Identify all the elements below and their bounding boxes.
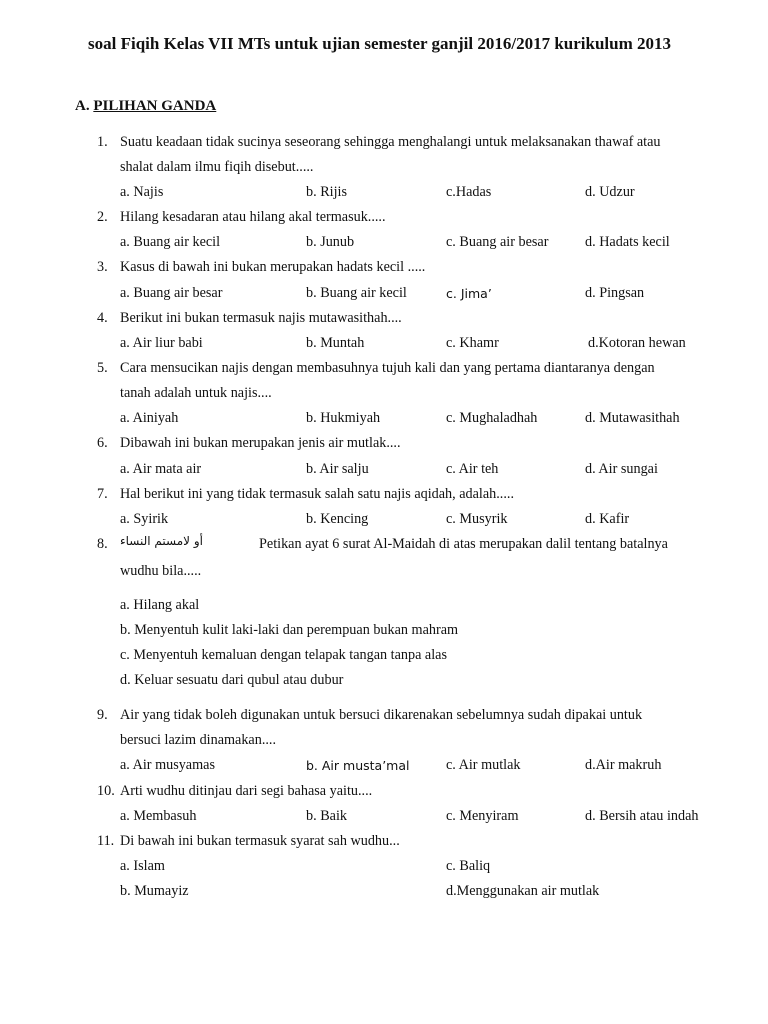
option-a: a. Hilang akal [120, 597, 200, 613]
option-c: c. Air mutlak [446, 757, 521, 773]
option-c: c. Buang air besar [446, 234, 549, 250]
option-b: b. Menyentuh kulit laki-laki dan perempuan bukan mahram [120, 622, 459, 638]
option-d: d. Pingsan [585, 285, 645, 301]
question-text: Air yang tidak boleh digunakan untuk bersuci dikarenakan sebelumnya sudah dipakai untuk [120, 707, 643, 723]
question-number: 9. [97, 707, 108, 723]
option-c: c.Hadas [446, 184, 492, 200]
option-b: b. Junub [306, 234, 355, 250]
question-text: shalat dalam ilmu fiqih disebut..... [120, 159, 314, 175]
option-c: c. Musyrik [446, 511, 508, 527]
option-d: d. Bersih atau indah [585, 808, 699, 824]
option-c: c. Air teh [446, 461, 499, 477]
option-a: a. Air liur babi [120, 335, 203, 351]
question-text: Hilang kesadaran atau hilang akal termasuk..... [120, 209, 386, 225]
question-text: Arti wudhu ditinjau dari segi bahasa yaitu.... [120, 783, 373, 799]
page-title: soal Fiqih Kelas VII MTs untuk ujian semester ganjil 2016/2017 kurikulum 2013 [88, 34, 671, 53]
option-b: b. Air musta’mal [306, 758, 410, 773]
section-letter: A. [75, 98, 90, 114]
option-c: c. Khamr [446, 335, 499, 351]
question-number: 3. [97, 259, 108, 275]
option-b: b. Kencing [306, 511, 369, 527]
option-a: a. Najis [120, 184, 164, 200]
option-c: c. Baliq [446, 858, 491, 874]
option-a: a. Ainiyah [120, 410, 179, 426]
option-a: a. Air mata air [120, 461, 202, 477]
option-d: d. Kafir [585, 511, 630, 527]
question-text: wudhu bila..... [120, 563, 202, 579]
question-text: Kasus di bawah ini bukan merupakan hadats kecil ..... [120, 259, 426, 275]
question-number: 10. [97, 783, 115, 799]
question-text: tanah adalah untuk najis.... [120, 385, 272, 401]
option-b: b. Rijis [306, 184, 347, 200]
option-a: a. Membasuh [120, 808, 197, 824]
option-d: d.Kotoran hewan [588, 335, 686, 351]
question-text: Di bawah ini bukan termasuk syarat sah wudhu... [120, 833, 400, 849]
option-d: d.Air makruh [585, 757, 662, 773]
question-text: Berikut ini bukan termasuk najis mutawasithah.... [120, 310, 402, 326]
option-d: d. Hadats kecil [585, 234, 670, 250]
question-number: 5. [97, 360, 108, 376]
arabic-verse: أو لامستم النساء [120, 534, 203, 548]
question-text: Suatu keadaan tidak sucinya seseorang sehingga menghalangi untuk melaksanakan thawaf atau [120, 134, 661, 150]
option-b: b. Mumayiz [120, 883, 189, 899]
question-number: 8. [97, 536, 108, 552]
option-c: c. Mughaladhah [446, 410, 538, 426]
option-d: d. Mutawasithah [585, 410, 680, 426]
question-number: 11. [97, 833, 115, 849]
option-d: d. Udzur [585, 184, 635, 200]
question-text: Dibawah ini bukan merupakan jenis air mutlak.... [120, 435, 401, 451]
option-d: d. Air sungai [585, 461, 658, 477]
question-number: 7. [97, 486, 108, 502]
question-text: Cara mensucikan najis dengan membasuhnya tujuh kali dan yang pertama diantaranya dengan [120, 360, 655, 376]
option-d: d.Menggunakan air mutlak [446, 883, 600, 899]
option-c: c. Menyentuh kemaluan dengan telapak tangan tanpa alas [120, 647, 447, 663]
option-a: a. Air musyamas [120, 757, 215, 773]
option-b: b. Muntah [306, 335, 365, 351]
option-c: c. Jima’ [446, 286, 492, 301]
option-b: b. Air salju [306, 461, 369, 477]
option-c: c. Menyiram [446, 808, 519, 824]
question-number: 1. [97, 134, 108, 150]
question-text: Hal berikut ini yang tidak termasuk salah satu najis aqidah, adalah..... [120, 486, 514, 502]
option-a: a. Islam [120, 858, 165, 874]
question-text: bersuci lazim dinamakan.... [120, 732, 277, 748]
option-b: b. Hukmiyah [306, 410, 381, 426]
question-text: Petikan ayat 6 surat Al-Maidah di atas merupakan dalil tentang batalnya [259, 536, 668, 552]
section-title: PILIHAN GANDA [93, 98, 217, 114]
option-d: d. Keluar sesuatu dari qubul atau dubur [120, 672, 344, 688]
option-a: a. Buang air kecil [120, 234, 221, 250]
option-b: b. Baik [306, 808, 347, 824]
question-number: 4. [97, 310, 108, 326]
option-b: b. Buang air kecil [306, 285, 407, 301]
option-a: a. Buang air besar [120, 285, 223, 301]
section-heading [75, 98, 216, 115]
option-a: a. Syirik [120, 511, 169, 527]
question-number: 6. [97, 435, 108, 451]
question-number: 2. [97, 209, 108, 225]
